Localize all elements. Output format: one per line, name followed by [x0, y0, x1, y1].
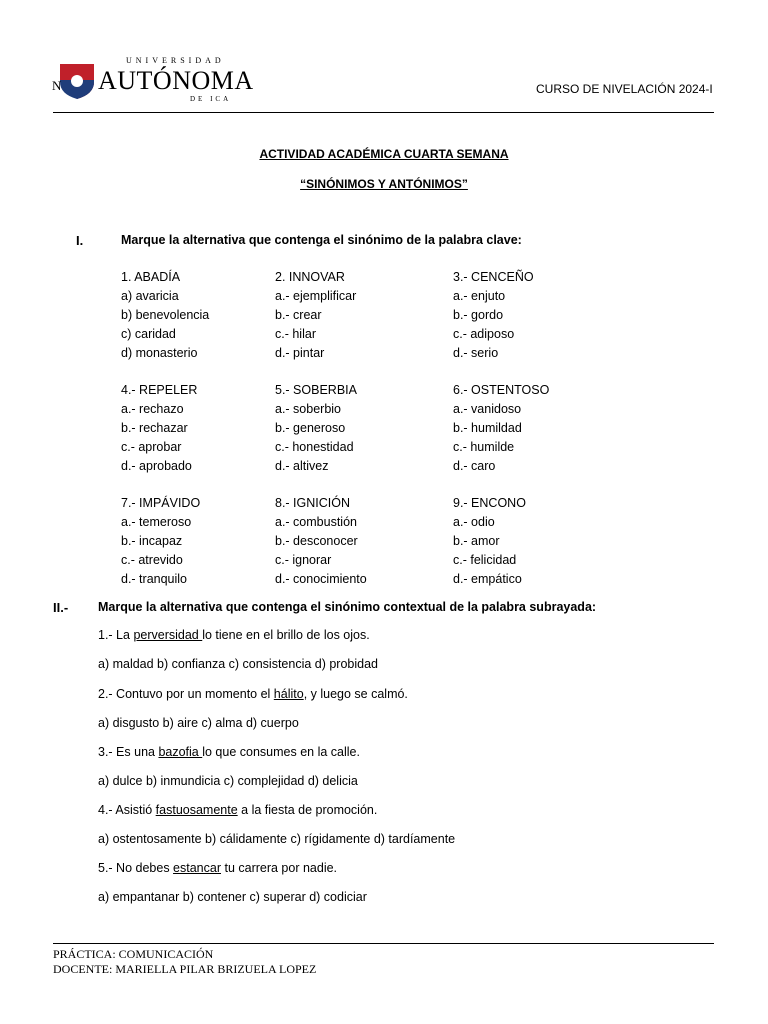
footer-divider: [53, 943, 714, 944]
option: c.- hilar: [275, 327, 316, 341]
section1-instruction: Marque la alternativa que contenga el sinónimo de la palabra clave:: [121, 233, 522, 247]
option: c.- honestidad: [275, 440, 354, 454]
question-3: [453, 268, 534, 363]
option: b.- incapaz: [121, 534, 183, 548]
underlined-word: perversidad: [133, 628, 203, 642]
question-title: 8.- IGNICIÓN: [275, 496, 351, 510]
option: b.- amor: [453, 534, 500, 548]
context-options-3: a) dulce b) inmundicia c) complejidad d) delicia: [98, 774, 358, 788]
question-text: 2.- Contuvo por un momento el: [98, 687, 274, 701]
option: c) caridad: [121, 327, 176, 341]
context-question-3: [98, 745, 360, 759]
logo-de-ica: DE ICA: [190, 95, 232, 103]
context-options-2: a) disgusto b) aire c) alma d) cuerpo: [98, 716, 299, 730]
option: b.- desconocer: [275, 534, 358, 548]
option: b.- generoso: [275, 421, 346, 435]
option: b.- gordo: [453, 308, 504, 322]
option: d.- caro: [453, 459, 496, 473]
option: b.- humildad: [453, 421, 522, 435]
question-1: [121, 268, 209, 363]
option: a.- temeroso: [121, 515, 192, 529]
context-question-1: [98, 628, 370, 642]
option: d.- pintar: [275, 346, 325, 360]
page-title: ACTIVIDAD ACADÉMICA CUARTA SEMANA: [259, 147, 509, 161]
option: a.- soberbio: [275, 402, 342, 416]
option: d.- empático: [453, 572, 522, 586]
context-question-2: [98, 687, 408, 701]
question-title: 6.- OSTENTOSO: [453, 383, 550, 397]
section2-instruction: Marque la alternativa que contenga el sinónimo contextual de la palabra subrayada:: [98, 600, 597, 614]
footer-practice: PRÁCTICA: COMUNICACIÓN: [53, 947, 214, 961]
question-text: a la fiesta de promoción.: [237, 803, 378, 817]
header-divider: [53, 112, 714, 113]
page-subtitle: “SINÓNIMOS Y ANTÓNIMOS”: [300, 177, 468, 191]
course-label: CURSO DE NIVELACIÓN 2024-I: [536, 82, 713, 96]
option: a) avaricia: [121, 289, 179, 303]
context-question-4: [98, 803, 377, 817]
option: d.- conocimiento: [275, 572, 367, 586]
question-title: 9.- ENCONO: [453, 496, 526, 510]
underlined-word: estancar: [173, 861, 221, 875]
question-title: 2. INNOVAR: [275, 270, 345, 284]
context-options-4: a) ostentosamente b) cálidamente c) rígidamente d) tardíamente: [98, 832, 456, 846]
underlined-word: bazofia: [158, 745, 203, 759]
option: b) benevolencia: [121, 308, 210, 322]
context-question-5: [98, 861, 337, 875]
option: c.- ignorar: [275, 553, 332, 567]
option: c.- atrevido: [121, 553, 183, 567]
option: c.- aprobar: [121, 440, 182, 454]
question-8: [275, 494, 367, 589]
question-title: 1. ABADÍA: [121, 270, 181, 284]
question-text: 1.- La: [98, 628, 134, 642]
option: d.- altivez: [275, 459, 329, 473]
question-text: lo tiene en el brillo de los ojos.: [202, 628, 370, 642]
question-4: [121, 381, 197, 476]
option: d.- tranquilo: [121, 572, 188, 586]
option: b.- crear: [275, 308, 322, 322]
option: a.- rechazo: [121, 402, 184, 416]
option: a.- ejemplificar: [275, 289, 357, 303]
context-options-5: a) empantanar b) contener c) superar d) codiciar: [98, 890, 367, 904]
context-options-1: a) maldad b) confianza c) consistencia d) probidad: [98, 657, 379, 671]
question-6: [453, 381, 549, 476]
question-7: [121, 494, 200, 589]
university-logo: [52, 56, 254, 106]
option: a.- enjuto: [453, 289, 506, 303]
question-title: 5.- SOBERBIA: [275, 383, 357, 397]
option: c.- felicidad: [453, 553, 517, 567]
logo-universidad: UNIVERSIDAD: [126, 56, 225, 65]
question-title: 7.- IMPÁVIDO: [121, 496, 201, 510]
logo-mark-n: N: [52, 78, 62, 93]
underlined-word: fastuosamente: [155, 803, 238, 817]
option: d.- serio: [453, 346, 499, 360]
question-text: 3.- Es una: [98, 745, 159, 759]
option: a.- vanidoso: [453, 402, 522, 416]
question-title: 3.- CENCEÑO: [453, 270, 534, 284]
option: b.- rechazar: [121, 421, 188, 435]
option: c.- adiposo: [453, 327, 515, 341]
footer-teacher: DOCENTE: MARIELLA PILAR BRIZUELA LOPEZ: [53, 962, 317, 976]
option: a.- combustión: [275, 515, 357, 529]
section1-number: I.: [76, 233, 84, 248]
option: d) monasterio: [121, 346, 198, 360]
logo-autonoma: AUTÓNOMA: [98, 66, 254, 95]
question-5: [275, 381, 357, 476]
question-9: [453, 494, 526, 589]
section2-number: II.-: [53, 600, 69, 615]
option: d.- aprobado: [121, 459, 192, 473]
question-text: 4.- Asistió: [98, 803, 156, 817]
underlined-word: hálito: [273, 687, 304, 701]
option: c.- humilde: [453, 440, 515, 454]
question-text: tu carrera por nadie.: [221, 861, 338, 875]
question-text: 5.- No debes: [98, 861, 174, 875]
question-title: 4.- REPELER: [121, 383, 198, 397]
shield-icon: [58, 60, 96, 100]
question-text: , y luego se calmó.: [303, 687, 408, 701]
question-text: lo que consumes en la calle.: [202, 745, 360, 759]
question-2: [275, 268, 356, 363]
option: a.- odio: [453, 515, 495, 529]
